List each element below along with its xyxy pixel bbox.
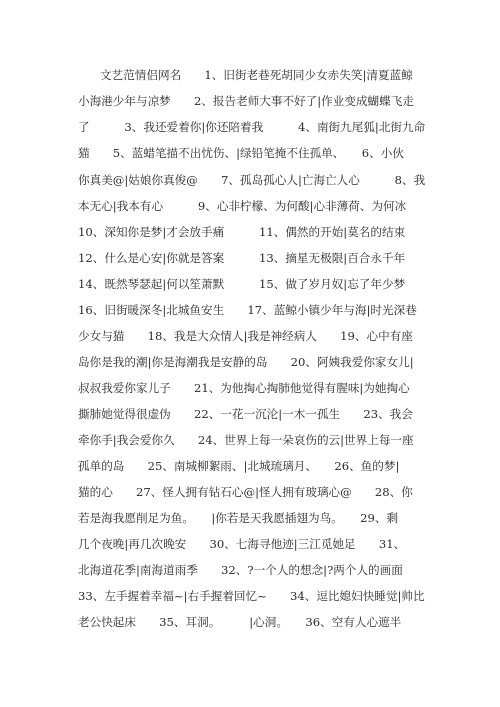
text-line: 猫 5、蓝蜡笔描不出忧伤、|绿铅笔掩不住孤单、 6、小伙 (78, 146, 404, 160)
text-line: 12、什么是心安|你就是答案 13、摘星无极限|百合永千年 (78, 251, 406, 265)
text-line: 16、旧街暖深冬|北城鱼安生 17、蓝鲸小镇少年与海|时光深巷 (78, 303, 417, 317)
text-line: 33、左手握着幸福~|右手握着回忆~ 34、逗比媳妇快睡觉|帅比 (78, 589, 425, 603)
text-line: 文艺范情侣网名 1、旧街老巷死胡同少女赤失笑|清夏蓝鲸 (100, 68, 413, 82)
text-line: 你真美@|姑娘你真俊@ 7、孤岛孤心人|亡海亡人心 8、我 (78, 173, 426, 187)
text-line: 北海道花季|南海道雨季 32、?一个人的想念|?两个人的画面 (78, 563, 403, 577)
text-line: 若是海我愿削足为鱼。 |你若是天我愿插翅为鸟。 29、剩 (78, 511, 399, 525)
text-line: 几个夜晚|再几次晚安 30、七海寻他迹|三江觅她足 31、 (78, 537, 406, 551)
text-line: 孤单的岛 25、南城柳絮雨、|北城琉璃月、 26、鱼的梦| (78, 459, 400, 473)
text-line: 撕肺她觉得很虚伪 22、一花一沉沦|一木一孤生 23、我会 (78, 407, 413, 421)
text-line: 老公快起床 35、耳洞。 |心洞。 36、空有人心遮半 (78, 615, 402, 629)
text-line: 猫的心 27、怪人拥有钻石心@|怪人拥有玻璃心@ 28、你 (78, 485, 413, 499)
text-line: 少女与猫 18、我是大众情人|我是神经病人 19、心中有座 (78, 329, 413, 343)
text-line: 牵你手|我会爱你久 24、世界上每一朵哀伤的云|世界上每一座 (78, 433, 414, 447)
text-line: 14、既然琴瑟起|何以笙萧默 15、做了岁月奴|忘了年少梦 (78, 277, 406, 291)
text-line: 叔叔我爱你家儿子 21、为他掏心掏肺他觉得有腥味|为她掏心 (78, 381, 410, 395)
text-line: 10、深知你是梦|才会放手痛 11、偶然的开始|莫名的结束 (78, 225, 406, 239)
text-line: 岛你是我的潮|你是海潮我是安静的岛 20、阿姨我爱你家女儿| (78, 355, 414, 369)
text-line: 本无心|我本有心 9、心非柠檬、为何酸|心非薄荷、为何冰 (78, 199, 407, 213)
text-line: 小海港少年与凉梦 2、报告老师大事不好了|作业变成蝴蝶飞走 (78, 94, 414, 108)
text-line: 了 3、我还爱着你|你还陪着我 4、南街九尾狐|北街九命 (78, 120, 426, 134)
